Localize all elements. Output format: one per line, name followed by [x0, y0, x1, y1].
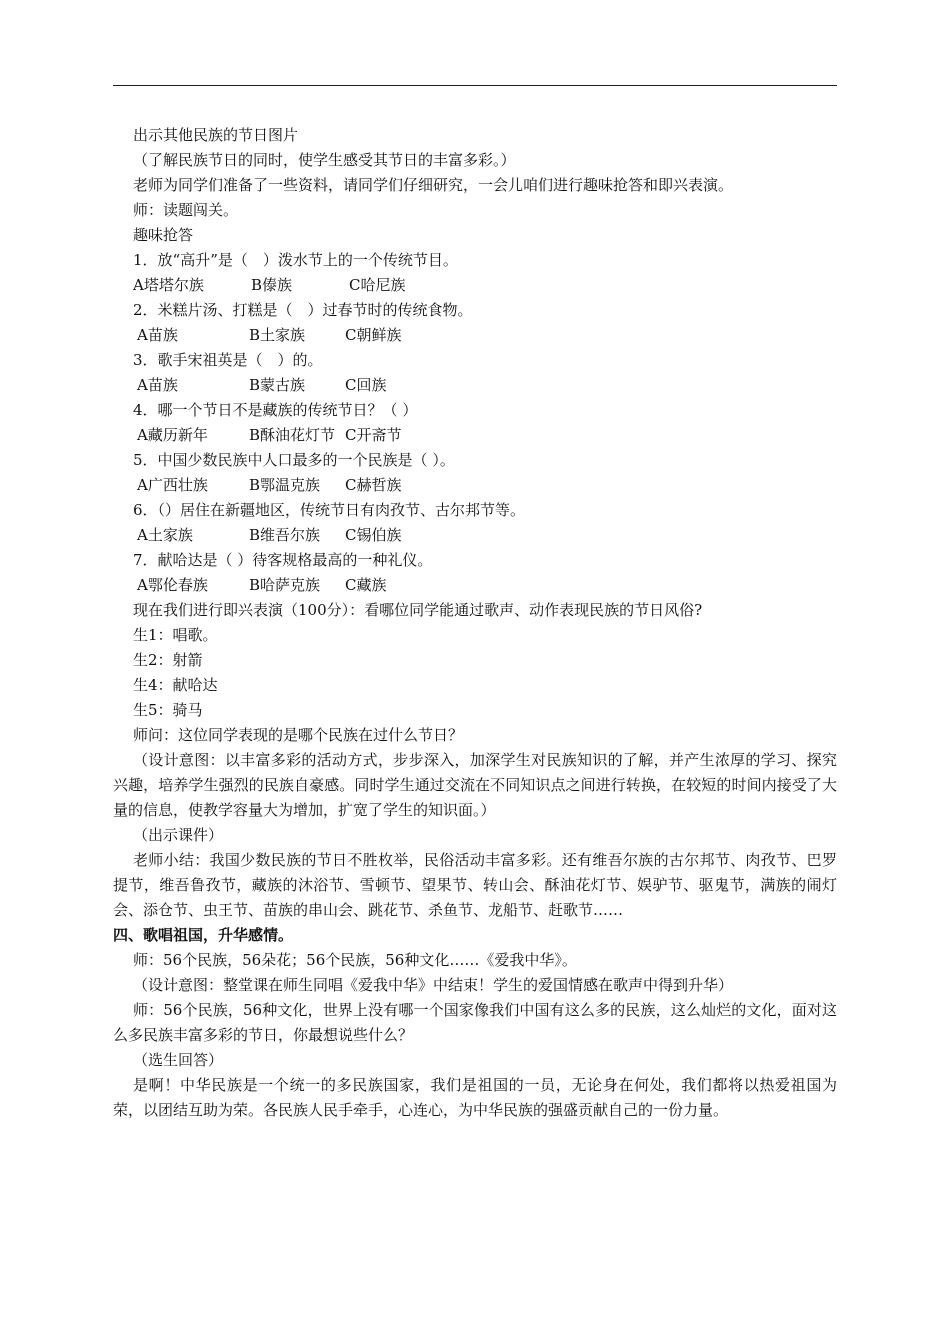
option-c: C赫哲族 [345, 476, 402, 494]
closing-paragraph: 是啊！中华民族是一个统一的多民族国家，我们是祖国的一员，无论身在何处，我们都将以热爱祖国为荣，以团结互助为荣。各民族人民手牵手，心连心，为中华民族的强盛贡献自己的一份力量。 [113, 1076, 837, 1119]
option-c: C开斋节 [345, 426, 402, 444]
answer-note: （选生回答） [133, 1051, 224, 1069]
option-c: C哈尼族 [349, 276, 406, 294]
quiz-title: 趣味抢答 [133, 226, 194, 244]
option-b: B傣族 [251, 276, 293, 294]
quiz-options [113, 273, 837, 298]
option-b: B维吾尔族 [249, 526, 321, 544]
student-line: 生4：献哈达 [133, 676, 218, 694]
courseware-note: （出示课件） [133, 826, 224, 844]
quiz-options [113, 573, 837, 598]
option-a: A塔塔尔族 [133, 276, 204, 294]
text-line: 师：读题闯关。 [133, 201, 239, 219]
teacher-line: 师：56个民族，56种文化，世界上没有哪一个国家像我们中国有这么多的民族，这么灿烂的文化，面对这么多民族丰富多彩的节日，你最想说些什么？ [113, 1001, 837, 1044]
student-line: 生1：唱歌。 [133, 626, 218, 644]
quiz-question: 4．哪一个节日不是藏族的传统节日？（ ） [133, 401, 418, 419]
option-b: B酥油花灯节 [249, 426, 336, 444]
student-line: 生2：射箭 [133, 651, 203, 669]
option-a: A鄂伦春族 [137, 576, 208, 594]
teacher-summary: 老师小结：我国少数民族的节日不胜枚举，民俗活动丰富多彩。还有维吾尔族的古尔邦节、肉孜节、巴罗提节，维吾鲁孜节，藏族的沐浴节、雪顿节、望果节、转山会、酥油花灯节、娱驴节、驱鬼节，满族的闹灯会、添仓节、虫王节、苗族的串山会、跳花节、杀鱼节、龙船节、赶歌节…… [113, 851, 837, 919]
design-note: （设计意图：以丰富多彩的活动方式，步步深入，加深学生对民族知识的了解，并产生浓厚的学习、探究兴趣，培养学生强烈的民族自豪感。同时学生通过交流在不同知识点之间进行转换，在较短的时间内接受了大量的信息，使教学容量大为增加，扩宽了学生的知识面。） [113, 751, 837, 819]
header-rule [113, 85, 837, 86]
option-b: B土家族 [249, 326, 306, 344]
quiz-question: 6．（）居住在新疆地区，传统节日有肉孜节、古尔邦节等。 [133, 501, 526, 519]
design-note: （设计意图：整堂课在师生同唱《爱我中华》中结束！学生的爱国情感在歌声中得到升华） [133, 976, 734, 994]
student-line: 生5：骑马 [133, 701, 203, 719]
option-b: B蒙古族 [249, 376, 306, 394]
option-c: C回族 [345, 376, 387, 394]
option-a: A土家族 [137, 526, 193, 544]
document-body [113, 123, 837, 1123]
option-b: B鄂温克族 [249, 476, 321, 494]
text-line: 现在我们进行即兴表演（100分）：看哪位同学能通过歌声、动作表现民族的节日风俗? [133, 601, 703, 619]
option-a: A苗族 [137, 376, 178, 394]
option-c: C锡伯族 [345, 526, 402, 544]
quiz-question: 7．献哈达是（ ）待客规格最高的一种礼仪。 [133, 551, 433, 569]
option-b: B哈萨克族 [249, 576, 321, 594]
option-c: C藏族 [345, 576, 387, 594]
quiz-options [113, 423, 837, 448]
quiz-question: 3．歌手宋祖英是（ ）的。 [133, 351, 323, 369]
quiz-question: 5．中国少数民族中人口最多的一个民族是（ ）。 [133, 451, 455, 469]
quiz-options [113, 323, 837, 348]
quiz-options [113, 373, 837, 398]
teacher-line: 师：56个民族，56朵花；56个民族，56种文化……《爱我中华》。 [133, 951, 577, 969]
text-line: 出示其他民族的节日图片 [133, 126, 299, 144]
quiz-question: 2．米糕片汤、打糕是（ ）过春节时的传统食物。 [133, 301, 473, 319]
teacher-question: 师问：这位同学表现的是哪个民族在过什么节日？ [133, 726, 464, 744]
option-c: C朝鲜族 [345, 326, 402, 344]
quiz-list [113, 248, 837, 598]
option-a: A藏历新年 [137, 426, 208, 444]
text-line: 老师为同学们准备了一些资料，请同学们仔细研究，一会儿咱们进行趣味抢答和即兴表演。 [133, 176, 734, 194]
option-a: A广西壮族 [137, 476, 208, 494]
option-a: A苗族 [137, 326, 178, 344]
section-heading: 四、歌唱祖国，升华感情。 [113, 926, 294, 944]
text-line: （了解民族节日的同时，使学生感受其节日的丰富多彩。） [133, 151, 516, 169]
quiz-question: 1．放“高升”是（ ）泼水节上的一个传统节目。 [133, 251, 458, 269]
quiz-options [113, 523, 837, 548]
quiz-options [113, 473, 837, 498]
